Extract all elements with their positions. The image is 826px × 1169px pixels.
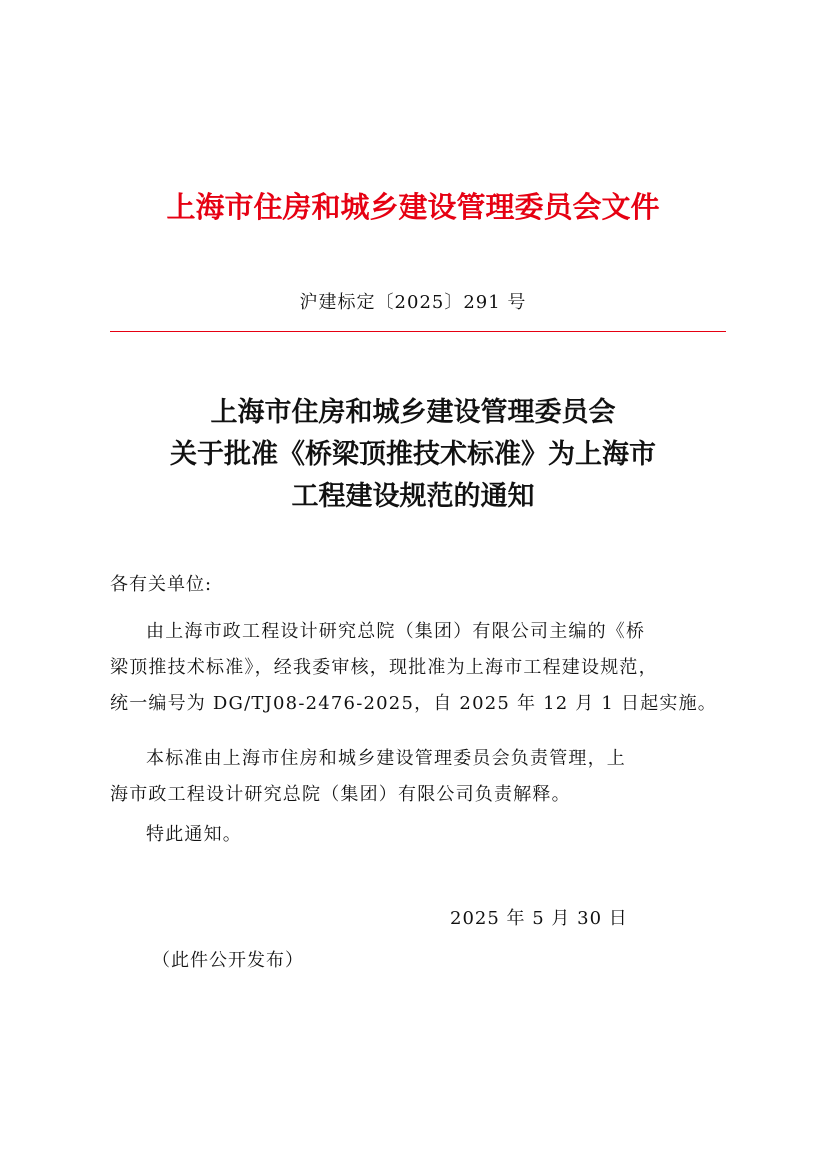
paragraph-approval-line-3: 统一编号为 DG/TJ08-2476-2025，自 2025 年 12 月 1 日起实施。 (110, 693, 717, 714)
notice-title-line-2: 关于批准《桥梁顶推技术标准》为上海市 (170, 439, 656, 470)
closing-remark-text: 特此通知。 (146, 824, 242, 845)
paragraph-approval (110, 614, 724, 722)
document-header-title: 上海市住房和城乡建设管理委员会文件 (166, 190, 660, 224)
issue-date: 2025 年 5 月 30 日 (450, 908, 628, 929)
notice-title-line-1: 上海市住房和城乡建设管理委员会 (210, 397, 616, 428)
salutation: 各有关单位: (110, 574, 213, 595)
paragraph-management-line-1: 本标准由上海市住房和城乡建设管理委员会负责管理，上 (146, 748, 626, 769)
closing-remark (110, 817, 724, 853)
notice-title (0, 392, 826, 518)
document-number: 沪建标定〔2025〕291 号 (299, 292, 527, 313)
notice-title-line-3: 工程建设规范的通知 (291, 481, 535, 512)
header-divider-line (110, 331, 726, 332)
paragraph-approval-line-2: 梁顶推技术标准》，经我委审核，现批准为上海市工程建设规范， (110, 657, 658, 678)
paragraph-management-line-2: 海市政工程设计研究总院（集团）有限公司负责解释。 (110, 784, 571, 805)
release-note: （此件公开发布） (152, 950, 304, 971)
paragraph-management (110, 741, 724, 813)
paragraph-approval-line-1: 由上海市政工程设计研究总院（集团）有限公司主编的《桥 (146, 621, 646, 642)
